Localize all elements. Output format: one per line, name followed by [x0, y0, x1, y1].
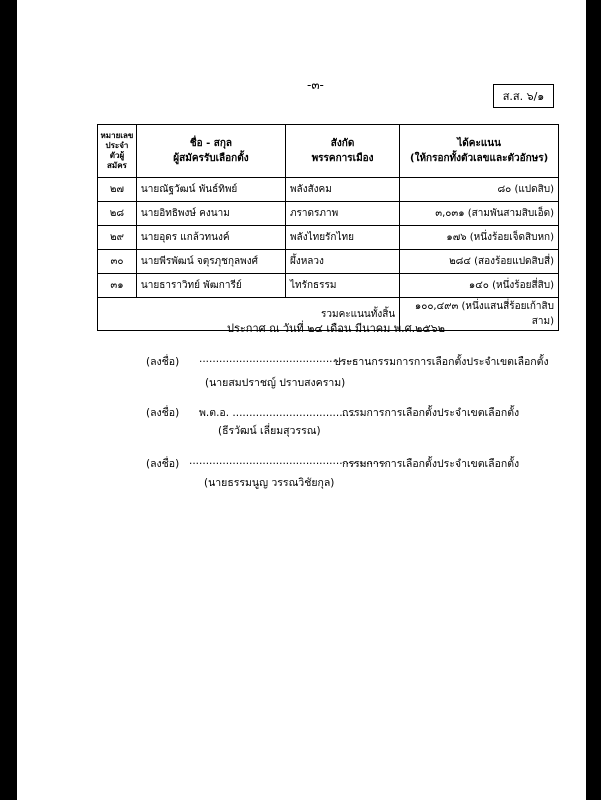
results-table	[97, 124, 559, 331]
candidate-number: ๒๘	[98, 202, 137, 226]
header-score-line1: ได้คะแนน	[457, 138, 501, 149]
header-name-line1: ชื่อ - สกุล	[189, 138, 233, 149]
candidate-score: ๑๔๐ (หนึ่งร้อยสี่สิบ)	[400, 274, 559, 298]
total-label: รวมคะแนนทั้งสิ้น	[98, 298, 400, 331]
candidate-number: ๓๐	[98, 250, 137, 274]
signature-line: ...............................................	[199, 353, 356, 365]
header-candidate-number: หมายเลขประจำตัวผู้สมัคร	[98, 125, 137, 178]
signature-line: ...........................................................	[189, 455, 386, 467]
signature-prefix: (ลงชื่อ)	[146, 356, 180, 368]
header-name	[136, 125, 285, 178]
candidate-party: พลังไทยรักไทย	[285, 226, 399, 250]
candidate-party: ภราดรภาพ	[285, 202, 399, 226]
candidate-party: พลังสังคม	[285, 178, 399, 202]
candidate-party: ผึ้งหลวง	[285, 250, 399, 274]
table-header-row	[98, 125, 559, 178]
header-party-line1: สังกัด	[330, 138, 355, 149]
candidate-score: ๘๐ (แปดสิบ)	[400, 178, 559, 202]
header-party	[285, 125, 399, 178]
header-score	[400, 125, 559, 178]
candidate-name: นายธาราวิทย์ พัฒการีย์	[136, 274, 285, 298]
total-score: ๑๐๐,๔๙๓ (หนึ่งแสนสี่ร้อยเก้าสิบสาม)	[400, 298, 559, 331]
candidate-name: นายพีรพัฒน์ จตุรภุชกุลพงศ์	[136, 250, 285, 274]
signatory-name: (นายสมปราชญ์ ปราบสงคราม)	[205, 377, 346, 389]
candidate-name: นายอุดร แกล้วทนงค์	[136, 226, 285, 250]
document-page	[17, 0, 586, 800]
signatory-name: (ธีรวัฒน์ เลี่ยมสุวรรณ)	[218, 425, 321, 437]
table-row	[98, 226, 559, 250]
announcement-date: ประกาศ ณ วันที่ ๒๔ เดือน มีนาคม พ.ศ.๒๕๖๒	[227, 322, 445, 335]
candidate-score: ๓,๐๓๑ (สามพันสามสิบเอ็ด)	[400, 202, 559, 226]
table-row	[98, 178, 559, 202]
candidate-name: นายอิทธิพงษ์ คงนาม	[136, 202, 285, 226]
signature-prefix: (ลงชื่อ)	[146, 407, 180, 419]
signature-role: ประธานกรรมการการเลือกตั้งประจำเขตเลือกตั้ง	[334, 356, 549, 368]
candidate-score: ๒๘๔ (สองร้อยแปดสิบสี่)	[400, 250, 559, 274]
table-row	[98, 274, 559, 298]
signature-role: กรรมการการเลือกตั้งประจำเขตเลือกตั้ง	[342, 407, 520, 419]
signature-role: กรรมการการเลือกตั้งประจำเขตเลือกตั้ง	[342, 458, 520, 470]
header-party-line2: พรรคการเมือง	[311, 153, 374, 164]
header-score-line2: (ให้กรอกทั้งตัวเลขและตัวอักษร)	[410, 153, 549, 164]
page-number: -๓-	[307, 78, 324, 92]
signature-line: พ.ต.อ. .....................................	[199, 407, 356, 419]
table-row	[98, 250, 559, 274]
header-name-line2: ผู้สมัครรับเลือกตั้ง	[173, 153, 249, 164]
form-code-box: ส.ส. ๖/๑	[493, 84, 554, 108]
candidate-number: ๒๗	[98, 178, 137, 202]
signature-prefix: (ลงชื่อ)	[146, 458, 180, 470]
candidate-number: ๓๑	[98, 274, 137, 298]
table-row	[98, 202, 559, 226]
candidate-name: นายณัฐวัฒน์ พันธ์ทิพย์	[136, 178, 285, 202]
candidate-party: ไทรักธรรม	[285, 274, 399, 298]
candidate-number: ๒๙	[98, 226, 137, 250]
candidate-score: ๑๗๖ (หนึ่งร้อยเจ็ดสิบหก)	[400, 226, 559, 250]
signatory-name: (นายธรรมนูญ วรรณวิชัยกุล)	[204, 477, 335, 489]
